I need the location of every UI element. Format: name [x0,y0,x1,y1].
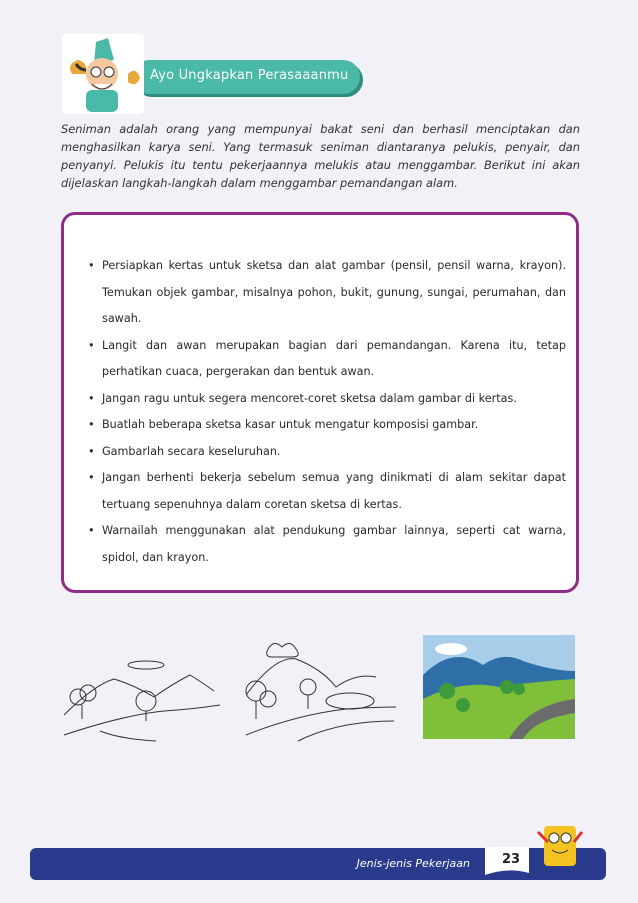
list-item: • Persiapkan kertas untuk sketsa dan alat gambar (pensil, pensil warna, krayon). Temukan objek gambar, misalnya pohon, bukit, gunung, sungai, perumahan, dan sawah. [88,253,566,333]
page-number: 23 [501,852,521,867]
section-title: Ayo Ungkapkan Perasaaanmu [150,68,349,83]
list-item: • Buatlah beberapa sketsa kasar untuk mengatur komposisi gambar. [88,412,566,439]
list-item: • Gambarlah secara keseluruhan. [88,439,566,466]
wizard-mascot-icon [62,34,144,114]
list-item: • Langit dan awan merupakan bagian dari pemandangan. Karena itu, tetap perhatikan cuaca, pergerakan dan bentuk awan. [88,333,566,386]
list-item: • Jangan ragu untuk segera mencoret-coret sketsa dalam gambar di kertas. [88,386,566,413]
list-item: • Jangan berhenti bekerja sebelum semua yang dinikmati di alam sekitar dapat tertuang sepenuhnya dalam coretan sketsa di kertas. [88,465,566,518]
sketch-step-1 [60,635,220,745]
steps-box [61,212,579,593]
colored-landscape-image [423,635,575,739]
intro-paragraph: Seniman adalah orang yang mempunyai bakat seni dan berhasil menciptakan dan menghasilkan karya seni. Yang termasuk seniman diantaranya pelukis, penyair, dan penyanyi. Pelukis itu tentu pekerjaannya melukis atau menggambar. Berikut ini akan dijelaskan langkah-langkah dalam menggambar pemandangan alam. [61,122,580,190]
section-header [62,34,372,114]
sketch-step-2 [238,635,398,745]
chapter-title: Jenis-jenis Pekerjaan [356,857,470,870]
book-mascot-icon [534,812,590,876]
section-title-pill [132,60,360,94]
list-item: • Warnailah menggunakan alat pendukung gambar lainnya, seperti cat warna, spidol, dan krayon. [88,518,566,571]
steps-list [88,253,566,571]
